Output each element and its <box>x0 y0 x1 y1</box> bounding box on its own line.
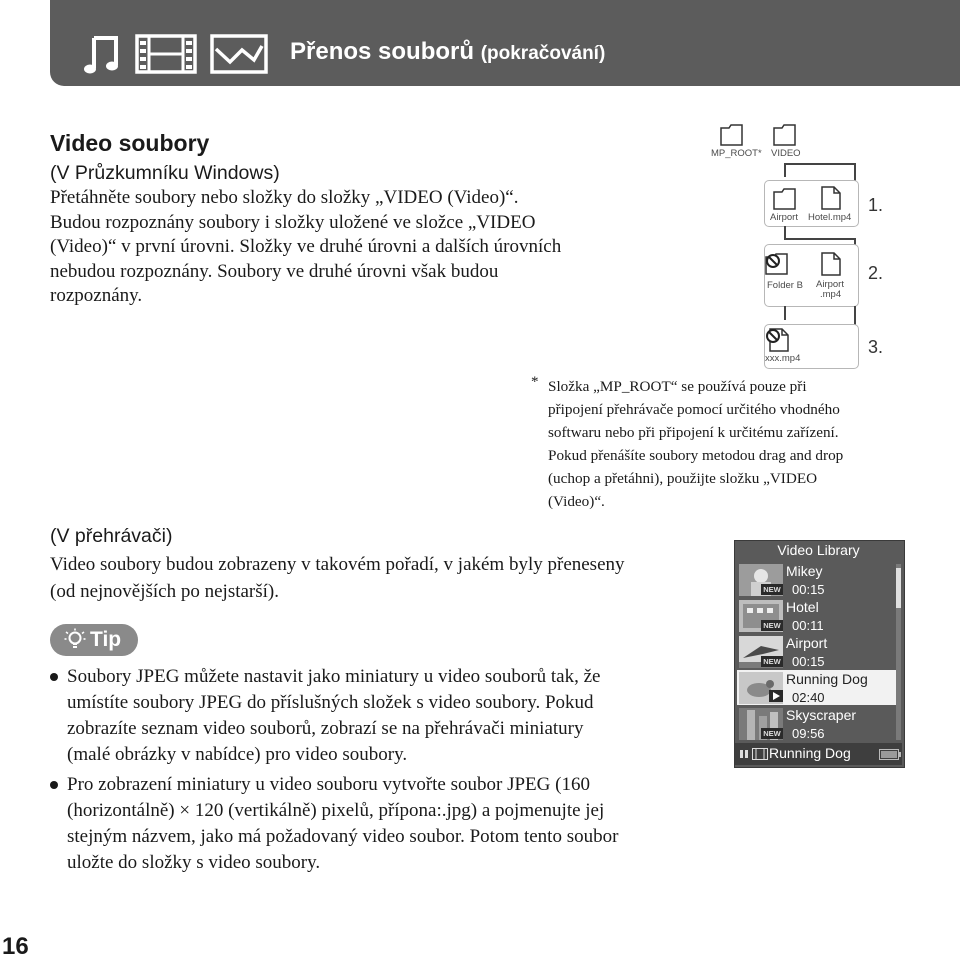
level2-file-ext: .mp4 <box>820 289 842 300</box>
video-duration: 00:15 <box>792 582 825 597</box>
tip-label: Tip <box>90 628 122 651</box>
film-strip-icon <box>135 34 197 74</box>
new-badge: NEW <box>761 620 783 631</box>
level1-folder-label: Airport <box>770 212 798 223</box>
folder-icon <box>720 124 744 146</box>
title-main: Přenos souborů <box>290 38 475 65</box>
title-suffix: (pokračování) <box>480 43 606 64</box>
video-duration: 02:40 <box>792 690 825 705</box>
subtitle-player: (V přehrávači) <box>50 525 173 547</box>
video-title: Skyscraper <box>786 707 857 723</box>
bullet-dot <box>50 781 58 789</box>
scrollbar-thumb[interactable] <box>896 568 901 608</box>
page-number: 16 <box>2 933 29 960</box>
tip-line: Pro zobrazení miniatury u video souboru vytvořte soubor JPEG (160 <box>67 774 590 795</box>
music-note-icon <box>82 34 122 76</box>
video-title: Running Dog <box>786 671 868 687</box>
video-title: Mikey <box>786 563 823 579</box>
subtitle-explorer: (V Průzkumníku Windows) <box>50 162 280 184</box>
tip-line: (horizontálně) × 120 (vertikálně) pixelů, přípona:.jpg) a pojmenujte jej <box>67 800 605 821</box>
tip-line: (malé obrázky v nabídce) pro video soubory. <box>67 744 408 765</box>
footnote-line: připojení přehrávače pomocí určitého vhodného <box>548 401 840 418</box>
tree-line <box>784 163 786 177</box>
video-duration: 00:11 <box>792 618 824 633</box>
level2-folder-label: Folder B <box>767 280 803 291</box>
video-folder-label: VIDEO <box>771 148 801 159</box>
tip-line: zobrazíte seznam video souborů, zobrazí se na přehrávači miniatury <box>67 718 584 739</box>
paragraph-line: Budou rozpoznány soubory i složky uložené ve složce „VIDEO <box>50 211 536 233</box>
footnote-line: Pokud přenášíte soubory metodou drag and drop <box>548 447 844 464</box>
now-playing-title: Running Dog <box>769 745 851 761</box>
level1-file-label: Hotel.mp4 <box>808 212 852 223</box>
new-badge: NEW <box>761 656 783 667</box>
video-title: Hotel <box>786 599 819 615</box>
bullet-dot <box>50 673 58 681</box>
footnote-line: (Video)“. <box>548 493 605 510</box>
level2-file-label: Airport <box>816 279 844 290</box>
tip-line: Soubory JPEG můžete nastavit jako miniatury u video souborů tak, že <box>67 666 601 687</box>
video-duration: 00:15 <box>792 654 825 669</box>
footnote-line: (uchop a přetáhni), použijte složku „VIDEO <box>548 470 818 487</box>
page-title <box>290 38 605 66</box>
tree-line <box>784 163 854 165</box>
step-label: 1. <box>868 195 884 215</box>
tip-line: stejným názvem, jako má požadovaný video soubor. Potom tento soubor <box>67 826 619 847</box>
screen-title: Video Library <box>777 542 860 558</box>
folder-icon <box>773 124 797 146</box>
mp-root-label: MP_ROOT* <box>711 148 762 159</box>
paragraph-line: nebudou rozpoznány. Soubory ve druhé úrovni však budou <box>50 260 499 282</box>
footnote-marker: * <box>531 374 539 390</box>
tip-line: umístíte soubory JPEG do příslušných složek s video soubory. Pokud <box>67 692 594 713</box>
step-label: 3. <box>868 337 884 357</box>
paragraph-line: (od nejnovějších po nejstarší). <box>50 581 280 602</box>
level3-file-label: xxx.mp4 <box>765 353 801 364</box>
file-icon <box>821 186 841 210</box>
new-badge: NEW <box>761 728 783 739</box>
file-not-recognized-icon <box>765 328 791 352</box>
new-badge: NEW <box>761 584 783 595</box>
section-title: Video soubory <box>50 130 210 156</box>
folder-not-recognized-icon <box>765 252 789 276</box>
paragraph-line: (Video)“ v první úrovni. Složky ve druhé úrovni a dalších úrovních <box>50 236 562 257</box>
lightbulb-icon <box>64 628 86 652</box>
paragraph-line: Přetáhněte soubory nebo složky do složky „VIDEO (Video)“. <box>50 187 519 208</box>
pause-icon <box>739 749 749 759</box>
tip-line: uložte do složky s video soubory. <box>67 852 321 873</box>
video-duration: 09:56 <box>792 726 825 741</box>
footnote-line: Složka „MP_ROOT“ se používá pouze při <box>548 378 807 395</box>
photo-icon <box>210 34 268 74</box>
file-icon <box>821 252 841 276</box>
tree-line <box>784 306 786 320</box>
video-mode-icon <box>752 748 768 760</box>
step-label: 2. <box>868 263 884 283</box>
video-title: Airport <box>786 635 828 651</box>
play-icon <box>769 690 783 702</box>
tree-line <box>784 238 854 240</box>
paragraph-line: rozpoznány. <box>50 285 143 306</box>
battery-icon <box>879 749 901 760</box>
folder-icon <box>773 188 797 210</box>
footnote-line: softwaru nebo při připojení k určitému zařízení. <box>548 424 839 441</box>
paragraph-line: Video soubory budou zobrazeny v takovém pořadí, v jakém byly přeneseny <box>50 554 625 575</box>
